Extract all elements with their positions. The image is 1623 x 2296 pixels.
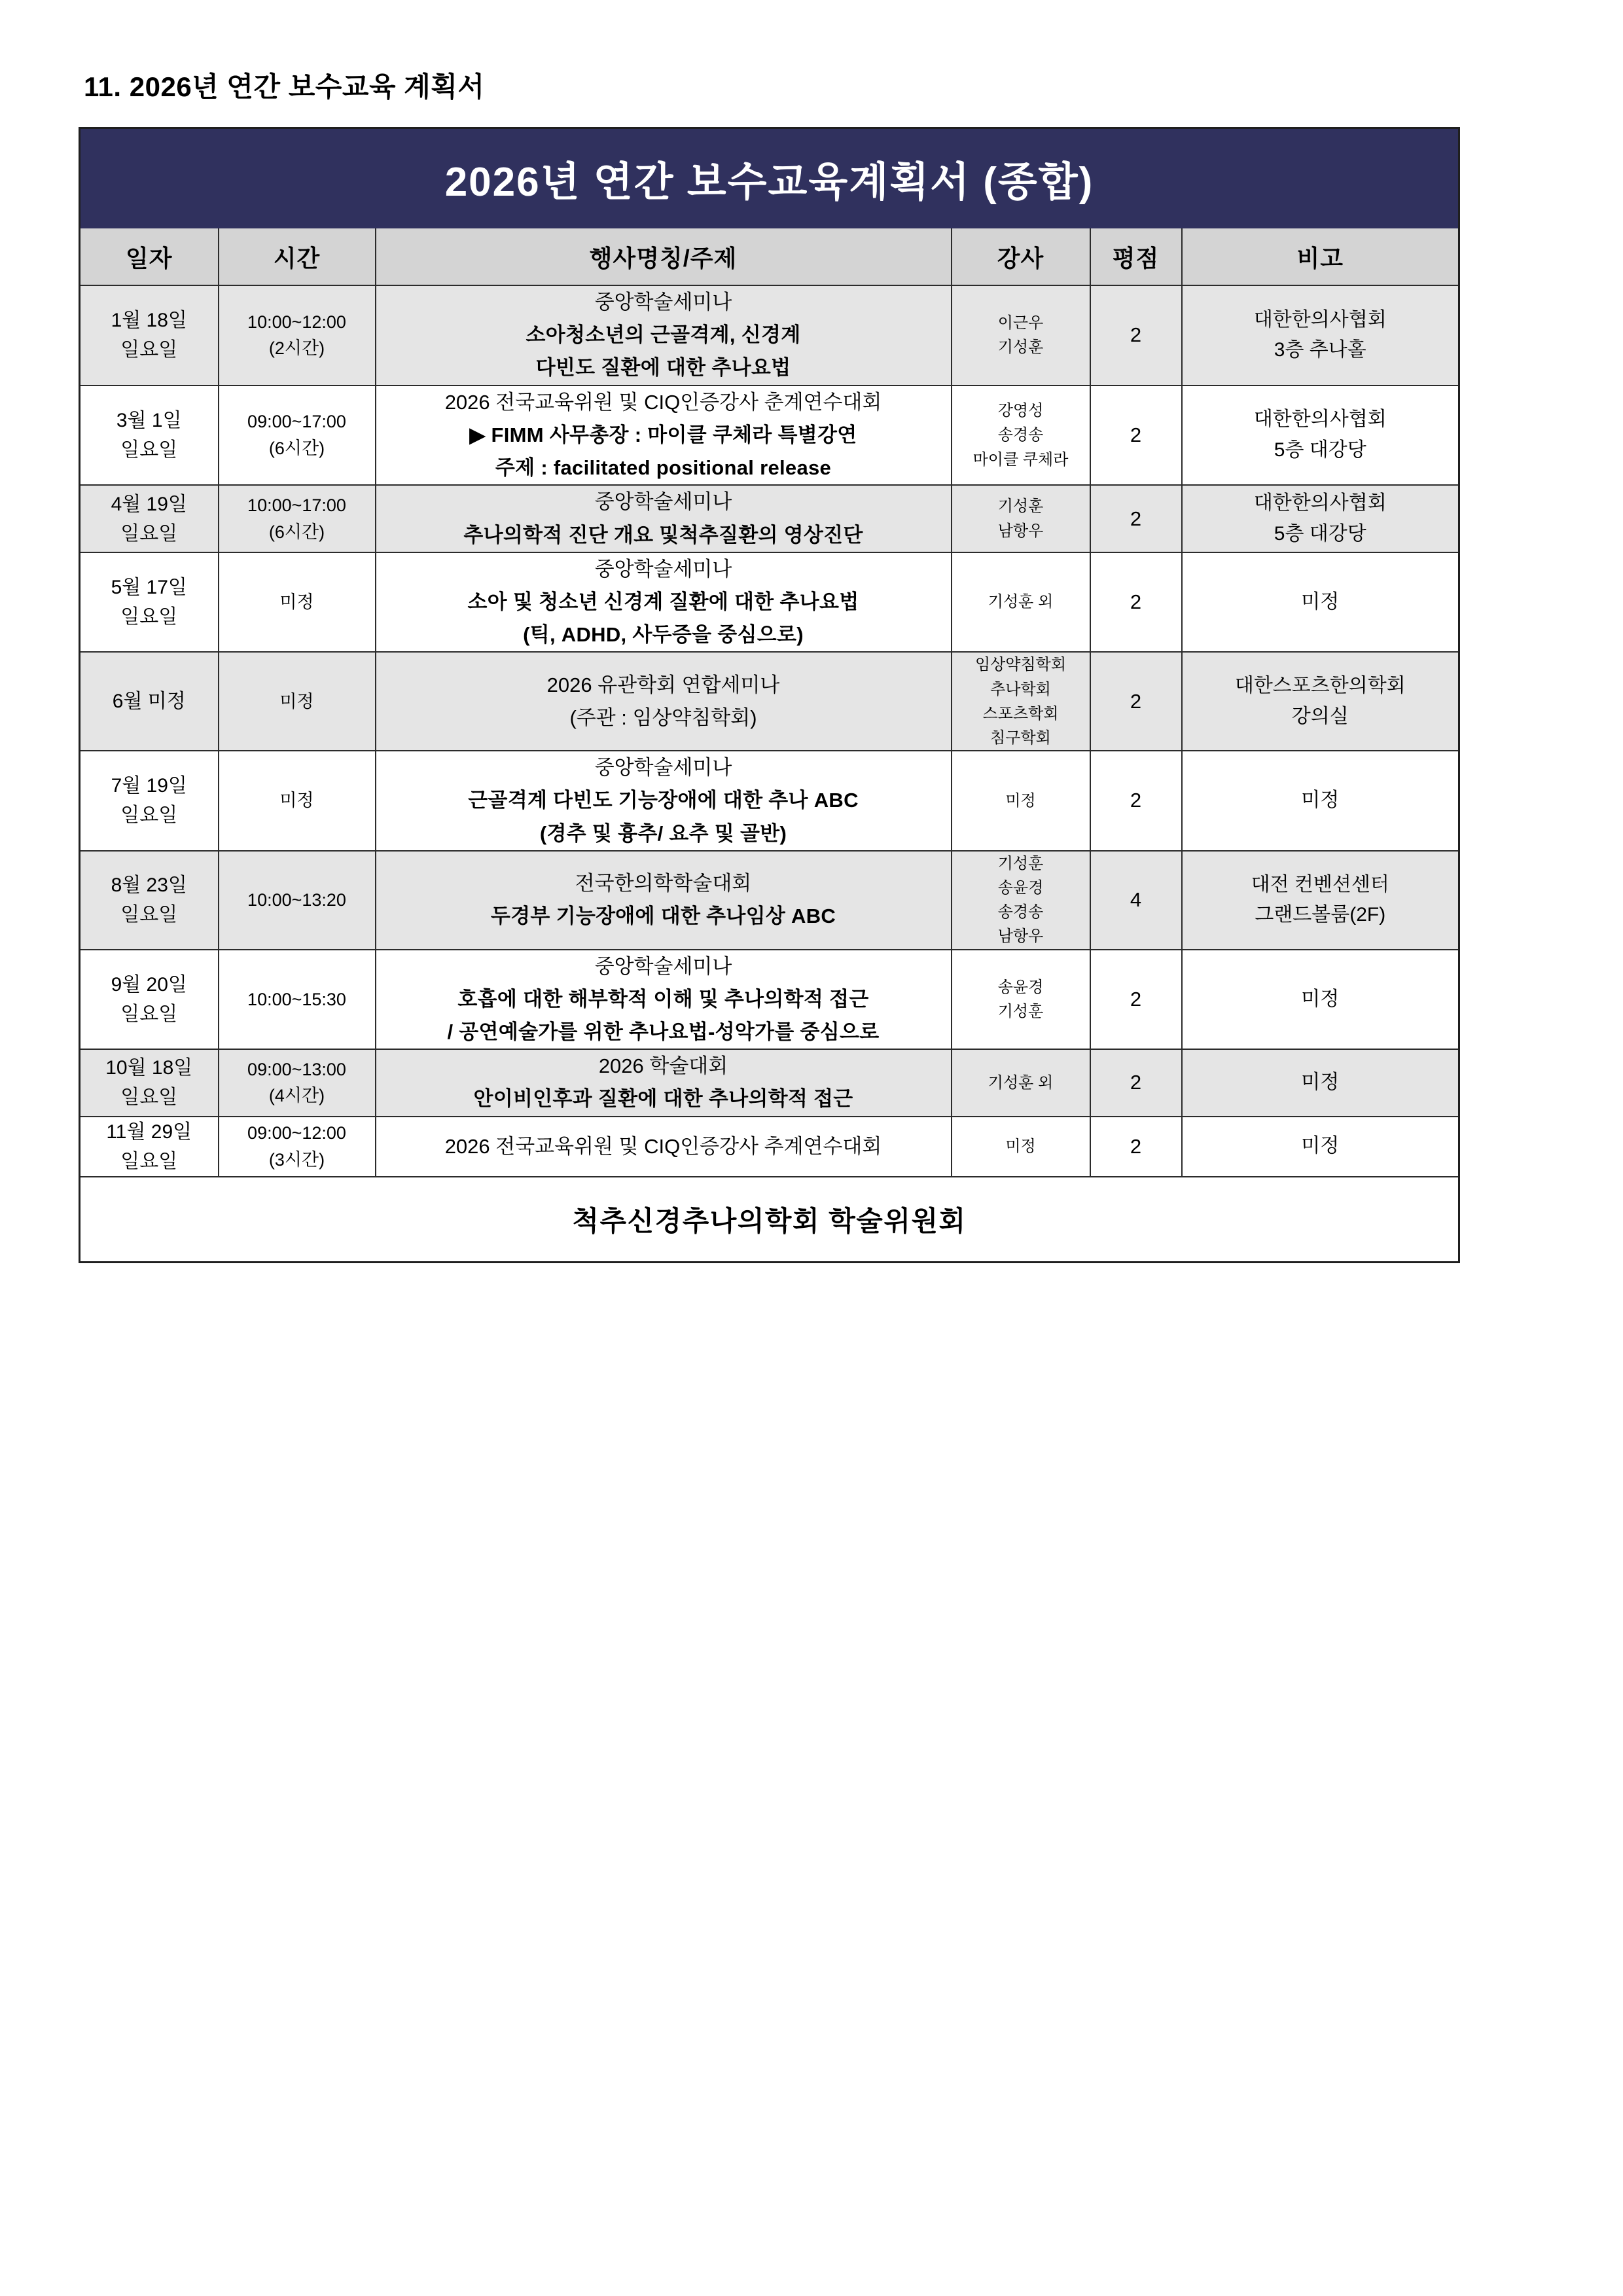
cell-lecturer: 기성훈 송윤경 송경송 남항우	[952, 851, 1090, 950]
cell-date: 3월 1일 일요일	[80, 386, 219, 486]
cell-subject: 전국한의학학술대회 두경부 기능장애에 대한 추나임상 ABC	[376, 851, 952, 950]
cell-note: 미정	[1182, 1117, 1459, 1177]
table-row	[80, 285, 1459, 386]
column-header-subject: 행사명칭/주제	[376, 228, 952, 285]
cell-subject: 2026 전국교육위원 및 CIQ인증강사 춘계연수대회 ▶ FIMM 사무총장 : 마이클 쿠체라 특별강연 주제 : facilitated positional release	[376, 386, 952, 486]
cell-date: 4월 19일 일요일	[80, 485, 219, 552]
cell-subject: 2026 전국교육위원 및 CIQ인증강사 추계연수대회	[376, 1117, 952, 1177]
annual-education-plan-table	[79, 127, 1460, 1263]
column-header-note: 비고	[1182, 228, 1459, 285]
cell-subject: 중앙학술세미나 소아 및 청소년 신경계 질환에 대한 추나요법 (틱, ADHD, 사두증을 중심으로)	[376, 552, 952, 653]
cell-point: 2	[1090, 1049, 1182, 1116]
table-row	[80, 1049, 1459, 1116]
cell-time: 09:00~17:00 (6시간)	[219, 386, 376, 486]
cell-lecturer: 기성훈 외	[952, 1049, 1090, 1116]
cell-time: 미정	[219, 751, 376, 851]
table-row	[80, 485, 1459, 552]
page-title: 11. 2026년 연간 보수교육 계획서	[84, 71, 485, 102]
cell-point: 2	[1090, 950, 1182, 1050]
cell-point: 2	[1090, 751, 1182, 851]
table-row	[80, 950, 1459, 1050]
cell-time: 10:00~17:00 (6시간)	[219, 485, 376, 552]
cell-point: 2	[1090, 552, 1182, 653]
committee-name: 척추신경추나의학회 학술위원회	[80, 1177, 1459, 1263]
cell-lecturer: 송윤경 기성훈	[952, 950, 1090, 1050]
cell-lecturer: 미정	[952, 751, 1090, 851]
table-row	[80, 751, 1459, 851]
cell-date: 5월 17일 일요일	[80, 552, 219, 653]
cell-point: 2	[1090, 386, 1182, 486]
cell-note: 대한한의사협회 5층 대강당	[1182, 386, 1459, 486]
cell-date: 10월 18일 일요일	[80, 1049, 219, 1116]
column-header-time: 시간	[219, 228, 376, 285]
cell-note: 미정	[1182, 751, 1459, 851]
cell-lecturer: 기성훈 외	[952, 552, 1090, 653]
cell-lecturer: 임상약침학회 추나학회 스포츠학회 침구학회	[952, 652, 1090, 751]
cell-subject: 중앙학술세미나 근골격계 다빈도 기능장애에 대한 추나 ABC (경추 및 흉추/ 요추 및 골반)	[376, 751, 952, 851]
column-header-date: 일자	[80, 228, 219, 285]
table-row	[80, 386, 1459, 486]
cell-lecturer: 미정	[952, 1117, 1090, 1177]
cell-note: 미정	[1182, 1049, 1459, 1116]
cell-point: 4	[1090, 851, 1182, 950]
cell-point: 2	[1090, 285, 1182, 386]
cell-note: 대한스포츠한의학회 강의실	[1182, 652, 1459, 751]
cell-lecturer: 기성훈 남항우	[952, 485, 1090, 552]
cell-time: 미정	[219, 552, 376, 653]
cell-note: 미정	[1182, 552, 1459, 653]
table-title-row	[80, 128, 1459, 228]
table-title: 2026년 연간 보수교육계획서 (종합)	[80, 128, 1459, 228]
cell-time: 미정	[219, 652, 376, 751]
cell-note: 대전 컨벤션센터 그랜드볼룸(2F)	[1182, 851, 1459, 950]
cell-date: 1월 18일 일요일	[80, 285, 219, 386]
cell-point: 2	[1090, 485, 1182, 552]
cell-time: 09:00~13:00 (4시간)	[219, 1049, 376, 1116]
table-row	[80, 1117, 1459, 1177]
cell-time: 09:00~12:00 (3시간)	[219, 1117, 376, 1177]
table-footer-row	[80, 1177, 1459, 1263]
cell-time: 10:00~13:20	[219, 851, 376, 950]
table-row	[80, 552, 1459, 653]
cell-date: 11월 29일 일요일	[80, 1117, 219, 1177]
cell-time: 10:00~12:00 (2시간)	[219, 285, 376, 386]
table-row	[80, 851, 1459, 950]
cell-subject: 2026 유관학회 연합세미나 (주관 : 임상약침학회)	[376, 652, 952, 751]
cell-note: 미정	[1182, 950, 1459, 1050]
cell-date: 8월 23일 일요일	[80, 851, 219, 950]
cell-date: 6월 미정	[80, 652, 219, 751]
cell-note: 대한한의사협회 3층 추나홀	[1182, 285, 1459, 386]
cell-subject: 중앙학술세미나 소아청소년의 근골격계, 신경계 다빈도 질환에 대한 추나요법	[376, 285, 952, 386]
column-header-lecturer: 강사	[952, 228, 1090, 285]
cell-subject: 2026 학술대회 안이비인후과 질환에 대한 추나의학적 접근	[376, 1049, 952, 1116]
cell-date: 7월 19일 일요일	[80, 751, 219, 851]
cell-lecturer: 이근우 기성훈	[952, 285, 1090, 386]
cell-date: 9월 20일 일요일	[80, 950, 219, 1050]
cell-subject: 중앙학술세미나 호흡에 대한 해부학적 이해 및 추나의학적 접근 / 공연예술가를 위한 추나요법-성악가를 중심으로	[376, 950, 952, 1050]
column-header-point: 평점	[1090, 228, 1182, 285]
cell-point: 2	[1090, 652, 1182, 751]
table-row	[80, 652, 1459, 751]
table-header-row	[80, 228, 1459, 285]
cell-point: 2	[1090, 1117, 1182, 1177]
cell-time: 10:00~15:30	[219, 950, 376, 1050]
cell-subject: 중앙학술세미나 추나의학적 진단 개요 및척추질환의 영상진단	[376, 485, 952, 552]
cell-note: 대한한의사협회 5층 대강당	[1182, 485, 1459, 552]
cell-lecturer: 강영성 송경송 마이클 쿠체라	[952, 386, 1090, 486]
